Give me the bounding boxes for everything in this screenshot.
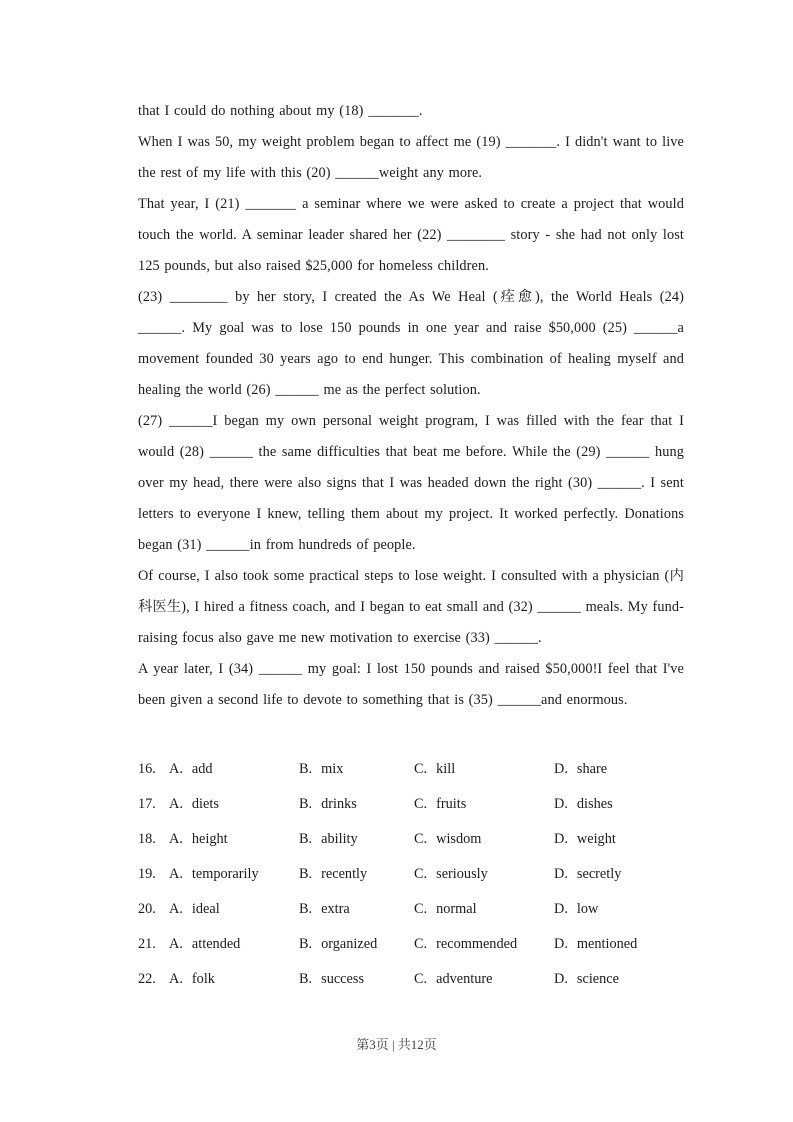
option-letter: A.	[169, 936, 183, 952]
option-choice-c	[414, 927, 554, 962]
option-word: mentioned	[576, 936, 638, 952]
option-choice-c	[414, 822, 554, 857]
option-letter: B.	[299, 936, 313, 952]
option-word: recommended	[436, 936, 518, 952]
option-word: kill	[436, 761, 456, 777]
option-choice-b	[299, 752, 414, 787]
passage-paragraph: Of course, I also took some practical steps to lose weight. I consulted with a physician (内科医生), I hired a fitness coach, and I began to eat small and (32) ______ meals. My fund-raising focus also gave me new motivation to exercise (33) ______.	[138, 568, 684, 646]
option-choice-b	[299, 927, 414, 962]
option-choice-a	[169, 752, 299, 787]
option-choice-a	[169, 962, 299, 997]
option-letter: D.	[554, 971, 568, 987]
option-word: temporarily	[191, 866, 259, 882]
question-number: 16.	[138, 761, 156, 777]
option-letter: A.	[169, 796, 183, 812]
option-choice-a	[169, 892, 299, 927]
option-letter: C.	[414, 796, 428, 812]
question-number: 21.	[138, 936, 156, 952]
option-word: secretly	[576, 866, 622, 882]
option-letter: B.	[299, 796, 313, 812]
passage-paragraph: (23) ________ by her story, I created the As We Heal (痊愈), the World Heals (24) ______. My goal was to lose 150 pounds in one year and raise $50,000 (25) ______a movement founded 30 years ago to end hunger. This combination of healing myself and healing the world (26) ______ me as the perfect solution.	[138, 289, 684, 398]
option-word: drinks	[321, 796, 357, 812]
option-choice-b	[299, 787, 414, 822]
option-row-17	[138, 787, 684, 822]
option-row-16	[138, 752, 684, 787]
option-letter: A.	[169, 761, 183, 777]
option-word: share	[576, 761, 608, 777]
option-choice-d	[554, 752, 684, 787]
option-word: diets	[191, 796, 219, 812]
option-letter: C.	[414, 831, 428, 847]
option-word: ability	[321, 831, 358, 847]
options-list	[138, 752, 684, 997]
option-choice-a	[169, 787, 299, 822]
passage-paragraph: That year, I (21) _______ a seminar where we were asked to create a project that would touch the world. A seminar leader shared her (22) ________ story - she had not only lost 125 pounds, but also raised $25,000 for homeless children.	[138, 196, 684, 274]
option-letter: A.	[169, 866, 183, 882]
option-choice-d	[554, 892, 684, 927]
option-choice-c	[414, 787, 554, 822]
option-row-20	[138, 892, 684, 927]
question-number: 18.	[138, 831, 156, 847]
option-letter: D.	[554, 936, 568, 952]
passage-paragraph: that I could do nothing about my (18) _______.	[138, 103, 423, 119]
passage-paragraph: A year later, I (34) ______ my goal: I lost 150 pounds and raised $50,000!I feel that I've been given a second life to devote to something that is (35) ______and enormous.	[138, 661, 684, 708]
option-letter: B.	[299, 971, 313, 987]
option-word: dishes	[576, 796, 613, 812]
option-letter: A.	[169, 971, 183, 987]
option-choice-d	[554, 962, 684, 997]
option-word: recently	[321, 866, 368, 882]
option-word: low	[576, 901, 599, 917]
option-letter: B.	[299, 831, 313, 847]
option-word: success	[321, 971, 365, 987]
option-letter: D.	[554, 796, 568, 812]
option-word: organized	[321, 936, 378, 952]
option-letter: C.	[414, 761, 428, 777]
option-choice-b	[299, 857, 414, 892]
option-row-18	[138, 822, 684, 857]
option-word: ideal	[191, 901, 220, 917]
option-letter: B.	[299, 901, 313, 917]
option-letter: D.	[554, 761, 568, 777]
page-content	[138, 96, 684, 997]
option-word: wisdom	[436, 831, 482, 847]
option-letter: B.	[299, 761, 313, 777]
option-word: fruits	[436, 796, 467, 812]
option-word: extra	[321, 901, 350, 917]
option-choice-b	[299, 822, 414, 857]
cloze-passage	[138, 96, 684, 716]
option-letter: C.	[414, 901, 428, 917]
option-word: folk	[191, 971, 215, 987]
option-choice-c	[414, 892, 554, 927]
option-word: normal	[436, 901, 477, 917]
option-choice-c	[414, 857, 554, 892]
page-footer: 第3页 | 共12页	[356, 1037, 437, 1052]
option-letter: D.	[554, 831, 568, 847]
option-choice-d	[554, 787, 684, 822]
option-choice-b	[299, 892, 414, 927]
option-choice-a	[169, 857, 299, 892]
option-choice-a	[169, 927, 299, 962]
option-word: seriously	[436, 866, 488, 882]
option-choice-d	[554, 927, 684, 962]
option-row-21	[138, 927, 684, 962]
option-letter: D.	[554, 901, 568, 917]
option-word: mix	[321, 761, 344, 777]
option-letter: C.	[414, 866, 428, 882]
option-letter: B.	[299, 866, 313, 882]
option-letter: A.	[169, 901, 183, 917]
option-letter: C.	[414, 971, 428, 987]
option-row-19	[138, 857, 684, 892]
option-choice-d	[554, 857, 684, 892]
option-word: height	[191, 831, 228, 847]
option-word: weight	[576, 831, 616, 847]
option-word: adventure	[436, 971, 493, 987]
option-choice-b	[299, 962, 414, 997]
option-choice-c	[414, 962, 554, 997]
passage-paragraph: (27) ______I began my own personal weight program, I was filled with the fear that I would (28) ______ the same difficulties that beat me before. While the (29) ______ hung over my head, there were also signs that I was headed down the right (30) ______. I sent letters to everyone I knew, telling them about my project. It worked perfectly. Donations began (31) ______in from hundreds of people.	[138, 413, 684, 553]
option-letter: D.	[554, 866, 568, 882]
option-choice-a	[169, 822, 299, 857]
option-letter: C.	[414, 936, 428, 952]
question-number: 19.	[138, 866, 156, 882]
option-choice-c	[414, 752, 554, 787]
option-row-22	[138, 962, 684, 997]
option-choice-d	[554, 822, 684, 857]
question-number: 17.	[138, 796, 156, 812]
passage-paragraph: When I was 50, my weight problem began to affect me (19) _______. I didn't want to live the rest of my life with this (20) ______weight any more.	[138, 134, 684, 181]
option-word: attended	[191, 936, 241, 952]
question-number: 22.	[138, 971, 156, 987]
question-number: 20.	[138, 901, 156, 917]
option-word: add	[191, 761, 213, 777]
option-letter: A.	[169, 831, 183, 847]
option-word: science	[576, 971, 619, 987]
